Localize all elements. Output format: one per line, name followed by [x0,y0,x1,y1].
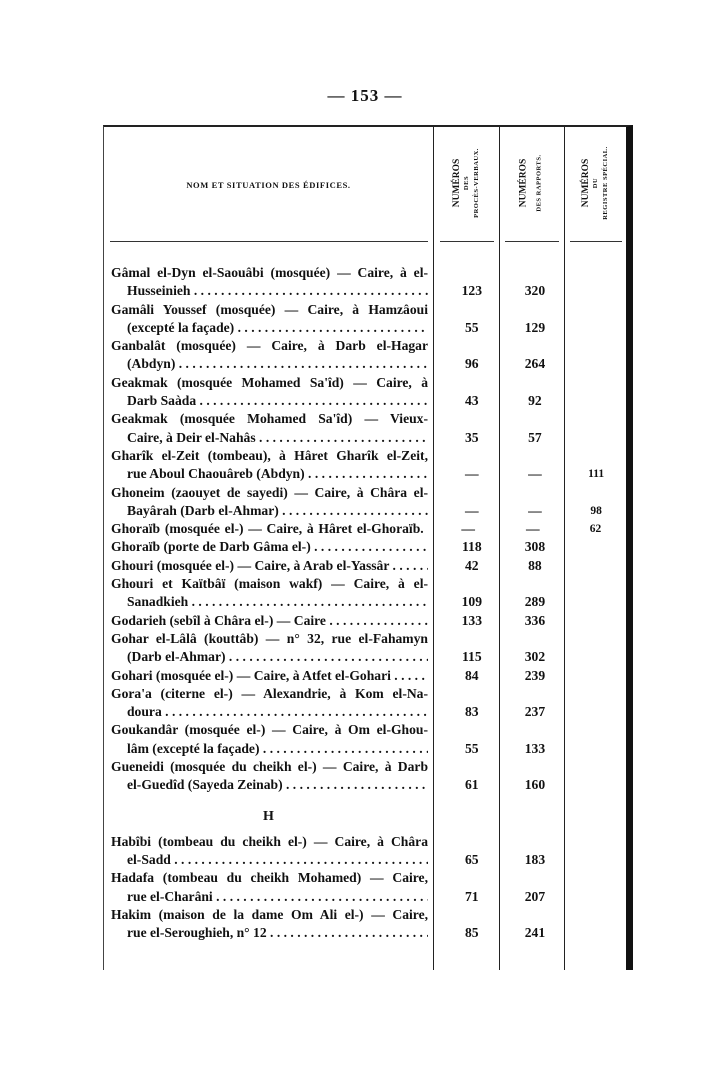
name-line: Bayârah (Darb el-Ahmar) . . . [111,502,428,520]
section-h [104,833,626,943]
header-line: DU [591,177,599,189]
proces-number: 42 [465,557,479,573]
edifice-name [104,575,428,612]
table-row [104,557,626,575]
name-line: (Abdyn) . . . [111,355,428,373]
edifice-name [104,264,428,301]
dot-leader [260,741,429,756]
dot-leader [391,668,428,683]
edifice-name [104,447,428,484]
table-row [104,869,626,906]
name-line: Ghoraïb (mosquée el-) — Caire, à Hâret el-Ghoraïb. [111,521,424,537]
table-row [104,630,626,667]
rapports-number: 264 [524,356,546,372]
dot-leader [190,283,428,298]
rapports-number: 88 [528,557,542,573]
name-line: lâm (excepté la façade) . . . [111,740,428,758]
edifice-name [104,484,428,521]
header-line: DES [462,175,470,191]
proces-number: 35 [465,429,479,445]
dot-leader [234,320,428,335]
dot-leader [162,704,428,719]
table-row [104,833,626,870]
table-row [104,520,626,538]
proces-number: 55 [465,319,479,335]
rapports-number: — [526,521,540,537]
table-row [104,264,626,301]
dot-leader [256,430,428,445]
header-line: NUMÉROS [451,158,462,208]
proces-number: — [465,502,479,518]
header-rule [110,241,428,242]
dot-leader [311,539,428,554]
edifice-name [104,520,424,538]
name-line: Gohar el-Lâlâ (kouttâb) — n° 32, rue el-Fahamyn [111,630,428,646]
name-line: (excepté la façade) . . . [111,319,428,337]
name-line: Goukandâr (mosquée el-) — Caire, à Om el-Ghou- [111,722,428,738]
table-row [104,484,626,521]
proces-number: 84 [465,667,479,683]
name-line: Geakmak (mosquée Mohamed Sa'îd) — Vieux- [111,411,428,427]
edifice-name [104,374,428,411]
rapports-number: 160 [524,777,546,793]
dot-leader [175,356,428,371]
name-line: Gora'a (citerne el-) — Alexandrie, à Kom el-Na- [111,685,428,701]
rapports-number: 239 [524,667,546,683]
edifice-name [104,612,428,630]
edifice-name [104,721,428,758]
edifice-name [104,337,428,374]
name-line: Gâmal el-Dyn el-Saouâbi (mosquée) — Caire, à el- [111,265,428,280]
proces-number: 55 [465,740,479,756]
table-row [104,410,626,447]
name-line: rue Aboul Chaouâreb (Abdyn) . . . [111,465,428,483]
rapports-number: 308 [524,539,546,555]
edifice-name [104,906,428,943]
buildings-table [103,125,633,970]
dot-leader [326,613,428,628]
proces-number: 118 [461,539,482,555]
name-line: Gamâli Youssef (mosquée) — Caire, à Hamzâoui [111,301,428,317]
table-row [104,447,626,484]
table-row [104,374,626,411]
rapports-number: — [528,466,542,482]
dot-leader [188,594,428,609]
rapports-number: 129 [524,319,546,335]
name-line: Husseinieh . . . [111,282,428,300]
rapports-number: 207 [524,888,546,904]
table-row [104,538,626,556]
rapports-number: 302 [524,649,546,665]
name-line: Gharîk el-Zeit (tombeau), à Hâret Gharîk el-Zeit, [111,447,428,463]
name-line: rue el-Seroughieh, n° 12 . . . [111,924,428,942]
name-line: Darb Saàda . . . [111,392,428,410]
section-heading-h: H [263,808,274,824]
name-line: Habîbi (tombeau du cheikh el-) — Caire, à Châra [111,833,428,849]
proces-number: 65 [465,851,479,867]
dot-leader [267,925,428,940]
edifice-name [104,538,428,556]
proces-number: 83 [465,704,479,720]
dot-leader [171,852,428,867]
rapports-number: 92 [528,393,542,409]
proces-number: 123 [461,283,482,299]
proces-number: 109 [461,594,482,610]
dot-leader [283,777,428,792]
table-row [104,667,626,685]
header-registre-special [565,133,626,233]
edifice-name [104,869,428,906]
name-line: el-Sadd . . . [111,851,428,869]
registre-number: 62 [589,523,602,536]
table-row [104,612,626,630]
name-line: Ghouri et Kaïtbâï (maison wakf) — Caire, à el- [111,576,428,592]
name-line: Ganbalât (mosquée) — Caire, à Darb el-Hagar [111,338,428,354]
name-line: Caire, à Deir el-Nahâs . . . [111,429,428,447]
name-line: Hakim (maison de la dame Om Ali el-) — Caire, [111,906,428,922]
header-line: NUMÉROS [518,158,529,208]
table-row [104,906,626,943]
name-line: Gueneidi (mosquée du cheikh el-) — Caire, à Darb [111,759,428,775]
name-line: Hadafa (tombeau du cheikh Mohamed) — Caire, [111,870,428,886]
name-line: Geakmak (mosquée Mohamed Sa'îd) — Caire, à [111,374,428,390]
name-line: Ghouri (mosquée el-) — Caire, à Arab el-Yassâr . . . [111,557,428,575]
header-rapports [500,133,564,233]
dot-leader [305,466,428,481]
table-row [104,758,626,795]
edifice-name [104,301,428,338]
proces-number: 115 [461,649,482,665]
table-body [104,264,626,942]
rapports-number: 57 [528,429,542,445]
table-row [104,685,626,722]
rapports-number: 133 [524,740,546,756]
rapports-number: 289 [524,594,546,610]
dot-leader [213,889,428,904]
edifice-name [104,758,428,795]
table-row [104,337,626,374]
header-name-column: NOM ET SITUATION DES ÉDIFICES. [186,180,351,190]
dot-leader [279,503,428,518]
name-line: (Darb el-Ahmar) . . . [111,648,428,666]
name-line: doura . . . [111,703,428,721]
page-number: — 153 — [327,86,403,105]
proces-number: 43 [465,393,479,409]
edifice-name [104,557,428,575]
proces-number: 61 [465,777,479,793]
name-line: rue el-Charâni . . . [111,888,428,906]
dot-leader [226,649,428,664]
proces-number: — [465,466,479,482]
dot-leader [196,393,428,408]
table-row [104,301,626,338]
table-row [104,575,626,612]
proces-number: — [461,521,475,537]
name-line: Ghoraïb (porte de Darb Gâma el-) . . . [111,538,428,556]
header-rule [440,241,494,242]
name-line: el-Guedîd (Sayeda Zeinab) . . . [111,776,428,794]
name-line: Godarieh (sebîl à Châra el-) — Caire . . . [111,612,428,630]
header-rule [505,241,559,242]
edifice-name [104,833,428,870]
proces-number: 71 [465,888,479,904]
header-line: NUMÉROS [580,158,591,208]
edifice-name [104,630,428,667]
rapports-number: — [528,502,542,518]
rapports-number: 336 [524,612,546,628]
proces-number: 96 [465,356,479,372]
registre-number: 111 [588,468,605,481]
proces-number: 133 [461,612,482,628]
proces-number: 85 [465,925,479,941]
header-rule [570,241,622,242]
header-line: REGISTRE SPÉCIAL. [601,146,609,220]
name-line: Gohari (mosquée el-) — Caire, à Atfet el-Gohari . . . [111,667,428,685]
name-line: Ghoneim (zaouyet de sayedi) — Caire, à Châra el- [111,484,428,500]
dot-leader [389,558,428,573]
name-line: Sanadkieh . . . [111,593,428,611]
edifice-name [104,685,428,722]
edifice-name [104,667,428,685]
rapports-number: 183 [524,851,546,867]
table-row [104,721,626,758]
rapports-number: 320 [524,283,546,299]
header-line: DES RAPPORTS. [535,154,543,212]
header-proces-verbaux [434,133,499,233]
edifice-name [104,410,428,447]
rapports-number: 241 [524,925,546,941]
registre-number: 98 [590,504,602,517]
header-line: PROCÈS-VERBAUX. [472,148,480,218]
section-g [104,264,626,795]
rapports-number: 237 [524,704,546,720]
